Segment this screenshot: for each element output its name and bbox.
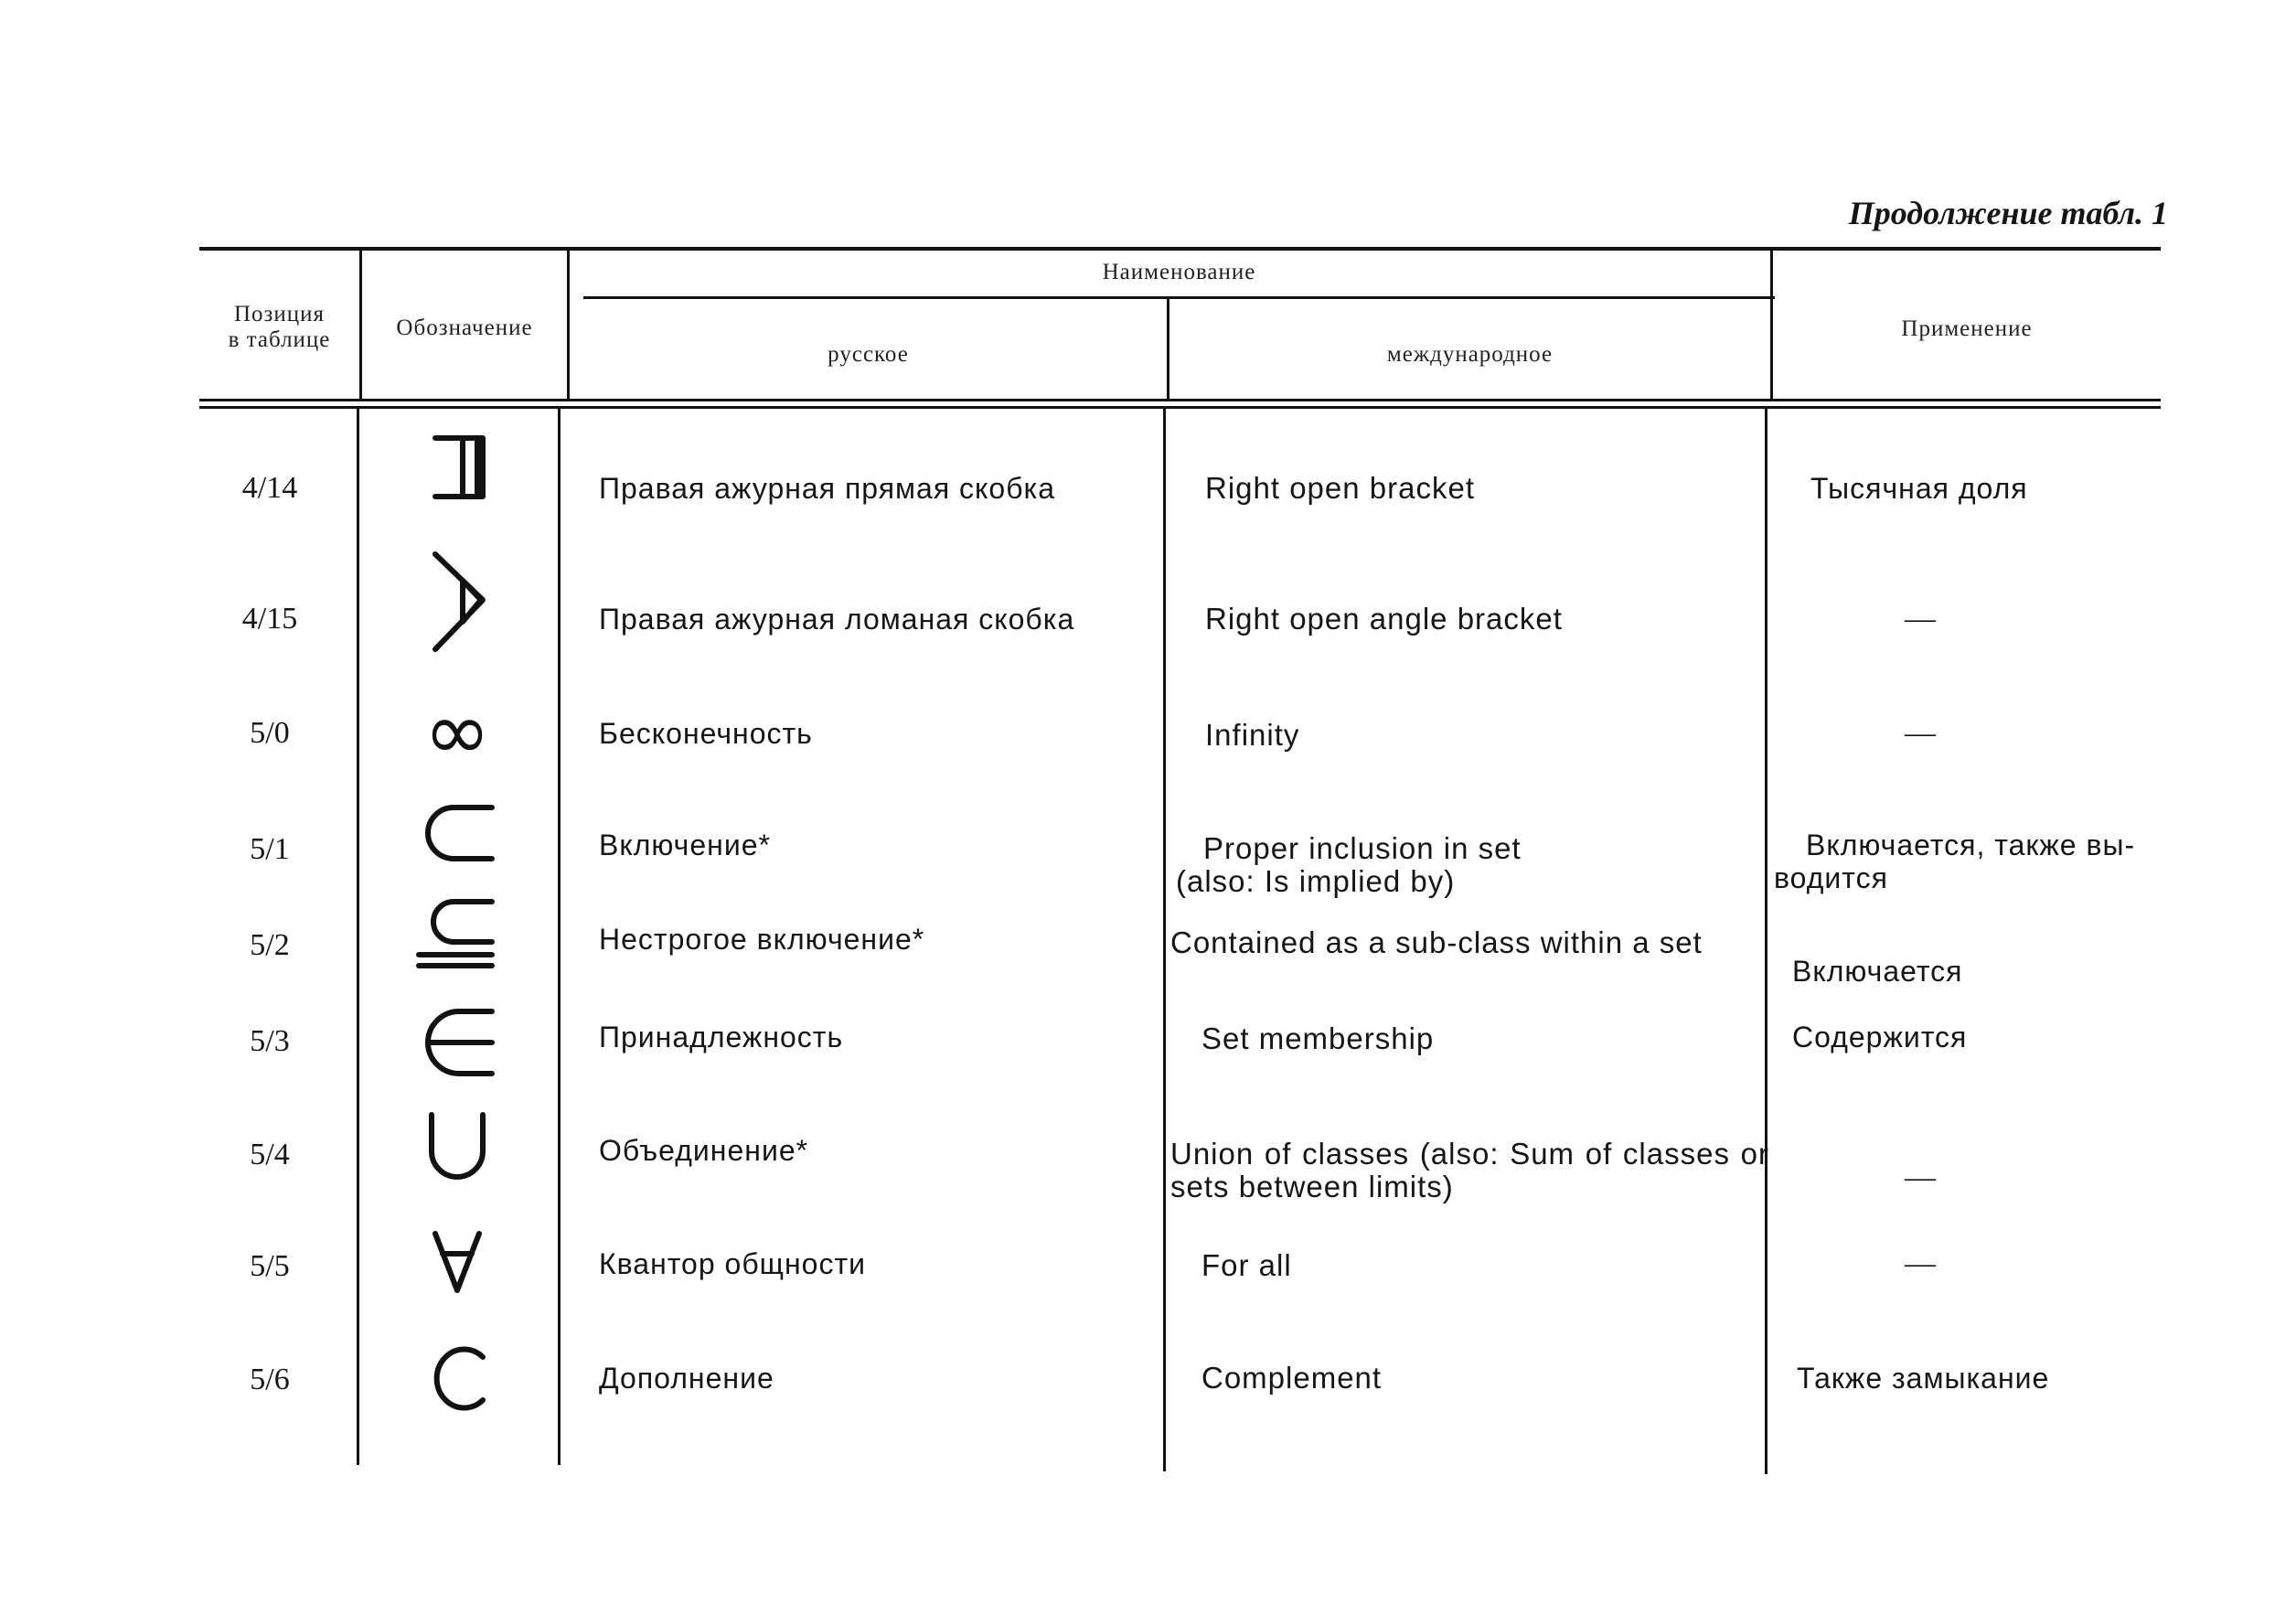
application: — <box>1905 1246 1936 1280</box>
row-position: 5/0 <box>250 716 290 750</box>
row-position: 5/4 <box>250 1138 290 1171</box>
proper-subset-icon <box>402 800 512 864</box>
russian-name: Правая ажурная прямая скобка <box>599 472 1056 505</box>
application: — <box>1905 1160 1936 1194</box>
row-position: 5/3 <box>250 1024 290 1058</box>
international-name-line2: (also: Is implied by) <box>1176 864 1456 898</box>
international-name-line1: Proper inclusion in set <box>1203 831 1522 865</box>
header-name-group: Наименование <box>1102 260 1256 284</box>
element-of-icon <box>402 1006 512 1079</box>
application: Тысячная доля <box>1810 472 2028 505</box>
application-line2: водится <box>1774 861 1888 894</box>
international-name: Union of classes (also: Sum of classes or sets between limits) <box>1170 1137 1769 1203</box>
international-name: For all <box>1201 1248 1292 1282</box>
right-open-angle-bracket-icon <box>402 549 512 654</box>
russian-name: Правая ажурная ломаная скобка <box>599 603 1075 636</box>
for-all-icon <box>402 1230 512 1294</box>
application: — <box>1905 716 1936 750</box>
complement-icon <box>402 1344 512 1413</box>
right-open-bracket-icon <box>402 434 512 503</box>
col-divider-3 <box>1163 409 1166 1471</box>
international-name: Set membership <box>1201 1021 1435 1055</box>
header-russian: русское <box>828 342 909 367</box>
header-position-line1: Позиция <box>233 302 326 326</box>
row-position: 4/15 <box>241 602 298 636</box>
header-international: международное <box>1386 342 1554 367</box>
application: Содержится <box>1792 1021 1968 1053</box>
international-name: Contained as a sub-class within a set <box>1170 925 1703 959</box>
russian-name: Дополнение <box>599 1362 774 1395</box>
russian-name: Нестрогое включение* <box>599 923 925 956</box>
row-position: 5/1 <box>250 832 290 866</box>
table-top-rule <box>199 247 2161 251</box>
col-divider-2-head <box>567 251 570 399</box>
header-rule-upper <box>199 399 2161 401</box>
russian-name: Объединение* <box>599 1134 809 1167</box>
application: Также замыкание <box>1797 1362 2050 1395</box>
russian-name: Принадлежность <box>599 1021 844 1053</box>
international-name: Right open angle bracket <box>1205 602 1563 636</box>
application: Включается <box>1792 955 1963 988</box>
infinity-icon: ∞ <box>423 684 491 778</box>
russian-name: Квантор общности <box>599 1247 866 1280</box>
row-position: 5/2 <box>250 928 290 962</box>
name-group-rule <box>583 296 1775 299</box>
application-line1: Включается, также вы- <box>1806 829 2136 861</box>
row-position: 5/5 <box>250 1249 290 1283</box>
international-name: Infinity <box>1205 718 1300 752</box>
subset-or-equal-icon <box>402 896 512 969</box>
header-application: Применение <box>1901 316 2033 341</box>
row-position: 5/6 <box>250 1363 290 1396</box>
application: — <box>1905 602 1936 636</box>
table-caption: Продолжение табл. 1 <box>1848 195 2168 231</box>
international-name: Right open bracket <box>1205 471 1476 505</box>
row-position: 4/14 <box>241 471 298 505</box>
union-icon <box>402 1111 512 1184</box>
header-position-line2: в таблице <box>228 327 331 352</box>
header-designation: Обозначение <box>396 315 533 340</box>
russian-name: Бесконечность <box>599 717 813 750</box>
col-divider-2 <box>558 409 561 1465</box>
header-rule-lower <box>199 406 2161 409</box>
header-position <box>199 302 359 353</box>
col-divider-1 <box>357 409 359 1465</box>
international-name: Complement <box>1201 1361 1383 1395</box>
russian-name: Включение* <box>599 829 771 861</box>
